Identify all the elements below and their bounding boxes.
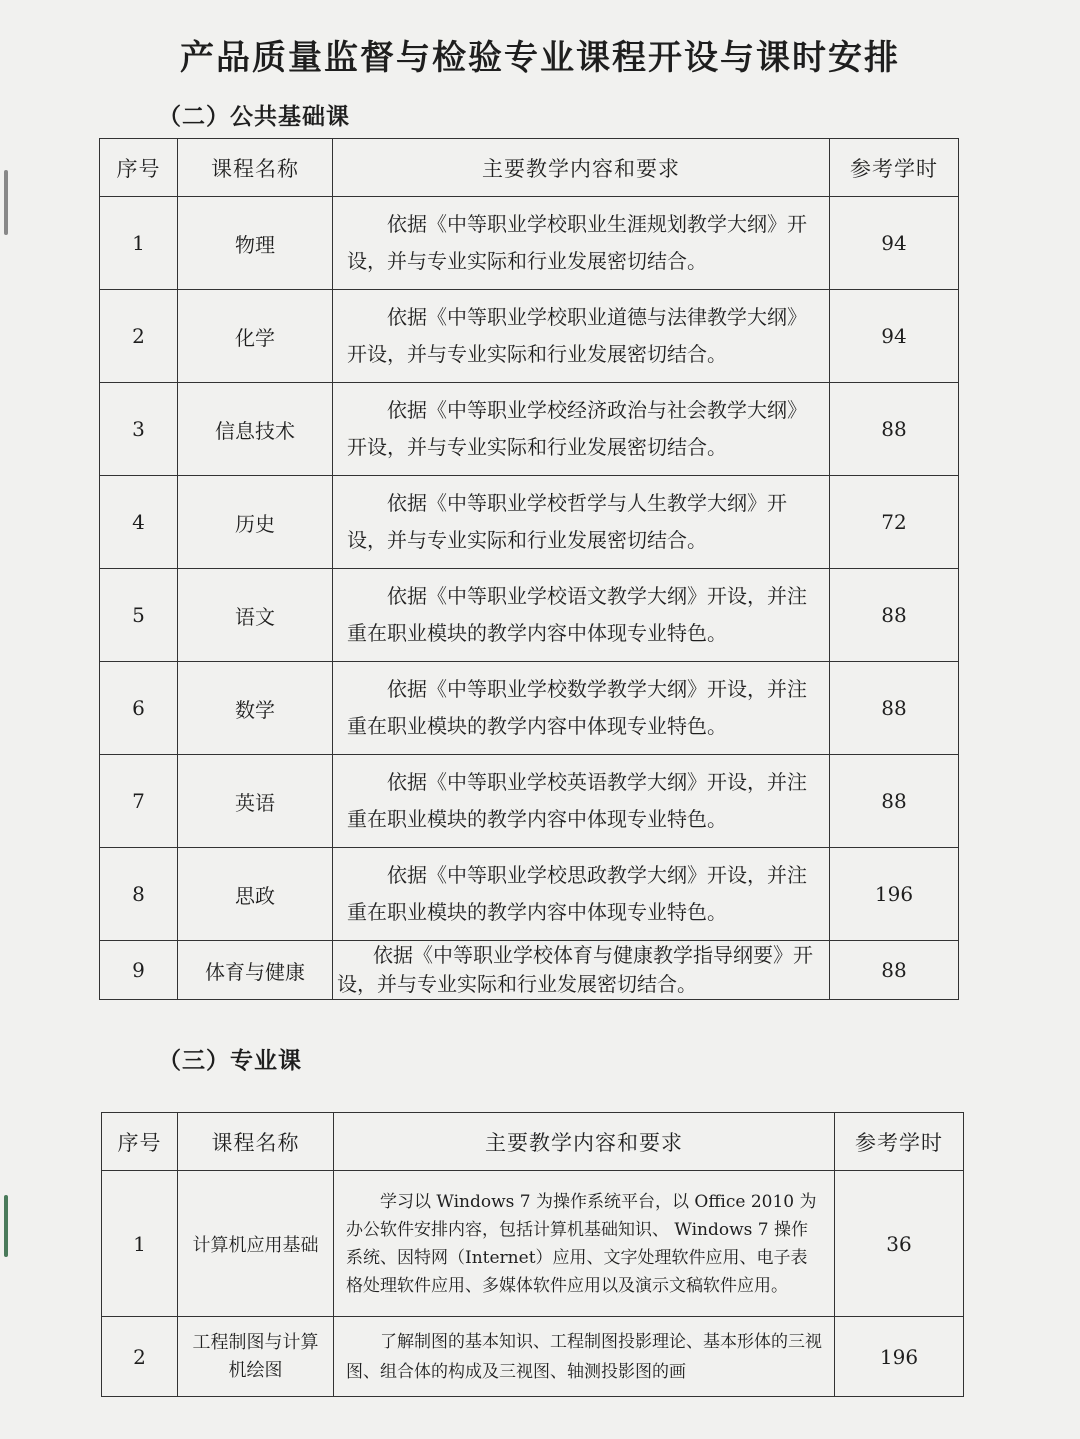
cell-no: 6 — [100, 662, 178, 755]
section-heading-major: （三）专业课 — [158, 1048, 302, 1074]
cell-hours: 196 — [835, 1317, 964, 1397]
cell-no: 2 — [100, 290, 178, 383]
table-row — [102, 1171, 964, 1317]
cell-name: 物理 — [178, 197, 333, 290]
cell-name: 信息技术 — [178, 383, 333, 476]
header-content: 主要教学内容和要求 — [333, 139, 830, 197]
cell-content: 依据《中等职业学校经济政治与社会教学大纲》开设，并与专业实际和行业发展密切结合。 — [333, 383, 830, 476]
cell-content: 依据《中等职业学校哲学与人生教学大纲》开设，并与专业实际和行业发展密切结合。 — [333, 476, 830, 569]
cell-content: 依据《中等职业学校职业道德与法律教学大纲》开设，并与专业实际和行业发展密切结合。 — [333, 290, 830, 383]
header-no: 序号 — [102, 1113, 178, 1171]
cell-name: 计算机应用基础 — [178, 1171, 334, 1317]
cell-no: 8 — [100, 848, 178, 941]
cell-name: 历史 — [178, 476, 333, 569]
cell-hours: 94 — [830, 197, 959, 290]
cell-no: 9 — [100, 941, 178, 1000]
cell-name: 英语 — [178, 755, 333, 848]
cell-content: 依据《中等职业学校思政教学大纲》开设，并注重在职业模块的教学内容中体现专业特色。 — [333, 848, 830, 941]
table-row — [100, 383, 959, 476]
cell-content: 依据《中等职业学校语文教学大纲》开设，并注重在职业模块的教学内容中体现专业特色。 — [333, 569, 830, 662]
cell-no: 3 — [100, 383, 178, 476]
cell-hours: 36 — [835, 1171, 964, 1317]
cell-no: 1 — [102, 1171, 178, 1317]
header-content: 主要教学内容和要求 — [334, 1113, 835, 1171]
table-row — [100, 569, 959, 662]
cell-no: 5 — [100, 569, 178, 662]
cell-content: 依据《中等职业学校体育与健康教学指导纲要》开设，并与专业实际和行业发展密切结合。 — [333, 941, 830, 1000]
section-heading-public: （二）公共基础课 — [158, 104, 350, 130]
cell-hours: 88 — [830, 569, 959, 662]
cell-content: 依据《中等职业学校数学教学大纲》开设，并注重在职业模块的教学内容中体现专业特色。 — [333, 662, 830, 755]
margin-mark-top — [4, 170, 8, 235]
header-name: 课程名称 — [178, 139, 333, 197]
cell-no: 7 — [100, 755, 178, 848]
table-row — [100, 848, 959, 941]
cell-name: 化学 — [178, 290, 333, 383]
margin-mark-bottom — [4, 1195, 8, 1257]
cell-no: 1 — [100, 197, 178, 290]
table-header-row — [100, 139, 959, 197]
header-no: 序号 — [100, 139, 178, 197]
cell-content: 学习以 Windows 7 为操作系统平台，以 Office 2010 为办公软件安排内容，包括计算机基础知识、 Windows 7 操作系统、因特网（Internet）应用、文字处理软件应用、电子表格处理软件应用、多媒体软件应用以及演示文稿软件应用。 — [334, 1171, 835, 1317]
cell-hours: 88 — [830, 662, 959, 755]
cell-hours: 88 — [830, 755, 959, 848]
cell-name: 体育与健康 — [178, 941, 333, 1000]
table-row — [102, 1317, 964, 1397]
cell-name: 思政 — [178, 848, 333, 941]
cell-no: 2 — [102, 1317, 178, 1397]
cell-no: 4 — [100, 476, 178, 569]
cell-hours: 94 — [830, 290, 959, 383]
cell-hours: 88 — [830, 941, 959, 1000]
table-row — [100, 662, 959, 755]
cell-content: 依据《中等职业学校职业生涯规划教学大纲》开设，并与专业实际和行业发展密切结合。 — [333, 197, 830, 290]
cell-hours: 72 — [830, 476, 959, 569]
major-course-table — [101, 1112, 964, 1397]
header-hours: 参考学时 — [830, 139, 959, 197]
cell-hours: 196 — [830, 848, 959, 941]
cell-name: 数学 — [178, 662, 333, 755]
table-row — [100, 290, 959, 383]
table-row — [100, 755, 959, 848]
header-hours: 参考学时 — [835, 1113, 964, 1171]
table-row — [100, 197, 959, 290]
cell-name: 语文 — [178, 569, 333, 662]
cell-hours: 88 — [830, 383, 959, 476]
page-title: 产品质量监督与检验专业课程开设与课时安排 — [180, 38, 900, 78]
cell-content: 依据《中等职业学校英语教学大纲》开设，并注重在职业模块的教学内容中体现专业特色。 — [333, 755, 830, 848]
public-course-table — [99, 138, 959, 1000]
table-row — [100, 941, 959, 1000]
cell-content: 了解制图的基本知识、工程制图投影理论、基本形体的三视图、组合体的构成及三视图、轴测投影图的画 — [334, 1317, 835, 1397]
cell-name: 工程制图与计算机绘图 — [178, 1317, 334, 1397]
table-row — [100, 476, 959, 569]
table-header-row — [102, 1113, 964, 1171]
header-name: 课程名称 — [178, 1113, 334, 1171]
